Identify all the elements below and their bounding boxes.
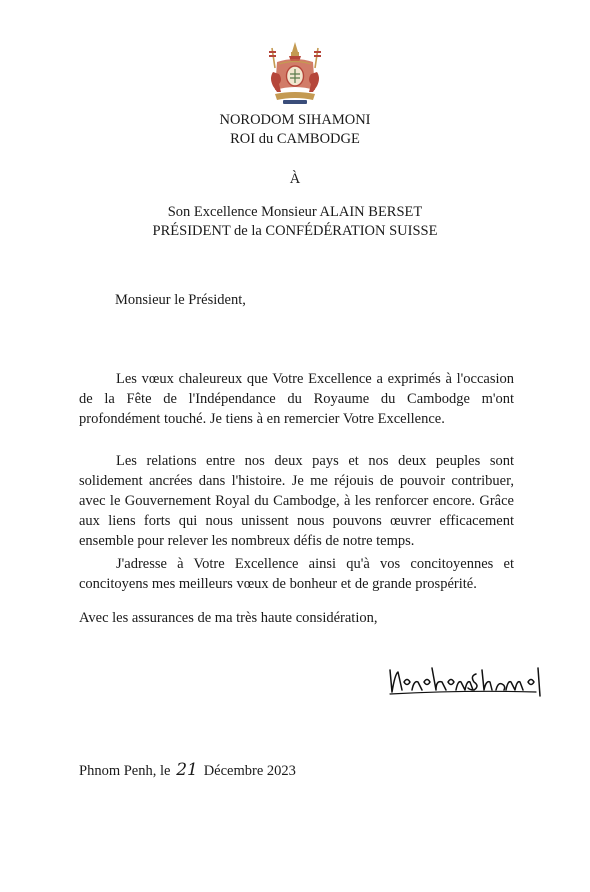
recipient-block xyxy=(0,203,590,241)
place-date-prefix: Phnom Penh, le xyxy=(79,763,171,779)
paragraph-1 xyxy=(79,369,514,429)
handwritten-day: 21 xyxy=(176,760,198,780)
paragraph-3-text: J'adresse à Votre Excellence ainsi qu'à vos concitoyennes et concitoyens mes meilleurs vœux de bonheur et de grande prospérité. xyxy=(79,556,514,592)
handwritten-signature xyxy=(386,660,546,702)
paragraph-1-text: Les vœux chaleureux que Votre Excellence a exprimés à l'occasion de la Fête de l'Indépendance du Royaume du Cambodge m'ont profondément touché. Je tiens à en remercier Votre Excellence. xyxy=(79,371,514,427)
paragraph-2 xyxy=(79,451,514,551)
paragraph-3 xyxy=(79,554,514,594)
place-and-date xyxy=(79,760,296,780)
sender-title: ROI du CAMBODGE xyxy=(230,131,360,147)
place-date-month-year: Décembre 2023 xyxy=(203,763,296,779)
closing-formula: Avec les assurances de ma très haute considération, xyxy=(79,610,378,626)
sender-block xyxy=(0,111,590,149)
sender-name: NORODOM SIHAMONI xyxy=(219,112,371,128)
paragraph-2-text: Les relations entre nos deux pays et nos deux peuples sont solidement ancrées dans l'histoire. Je me réjouis de pouvoir contribuer, avec le Gouvernement Royal du Cambodge, à les renforcer encore. Grâce aux liens forts qui nous unissent nous pouvons œuvrer efficacement ensemble pour relever les nombreux défis de notre temps. xyxy=(79,453,514,549)
salutation: Monsieur le Président, xyxy=(115,292,246,308)
recipient-line2: PRÉSIDENT de la CONFÉDÉRATION SUISSE xyxy=(152,223,438,239)
addressee-prefix: À xyxy=(289,171,301,187)
royal-coat-of-arms-icon xyxy=(259,38,331,110)
recipient-line1: Son Excellence Monsieur ALAIN BERSET xyxy=(167,204,423,220)
